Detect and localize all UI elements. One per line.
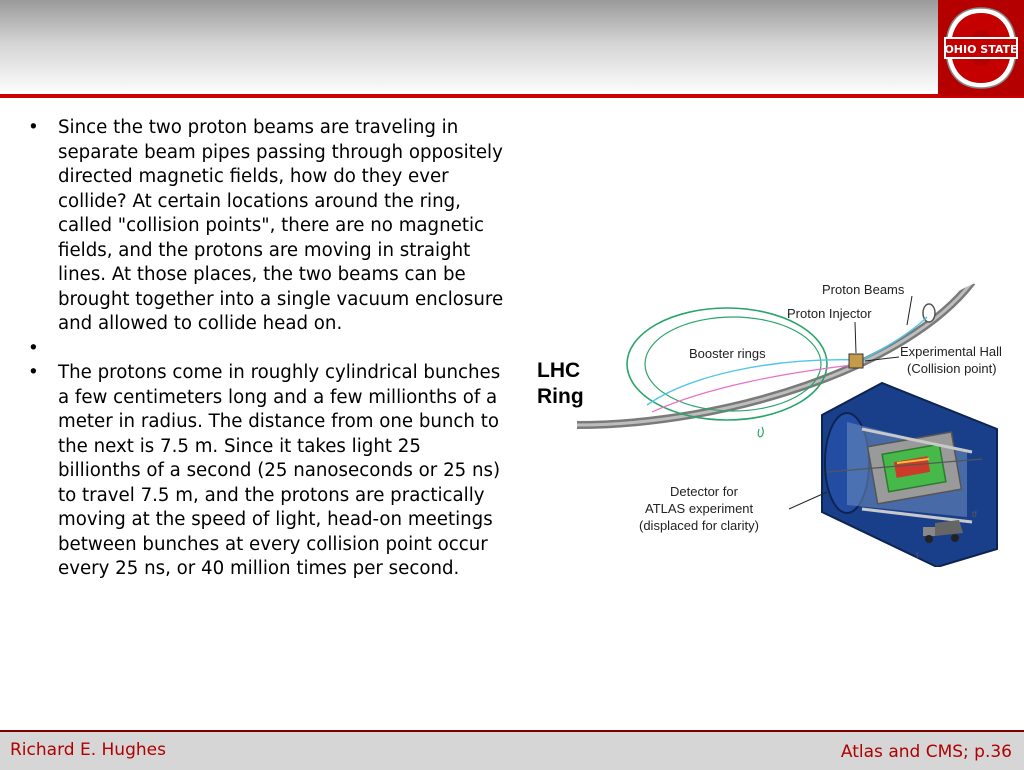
- slide-footer: [0, 730, 1024, 770]
- detector-label: Detector for: [670, 484, 738, 499]
- bullet-text: Since the two proton beams are traveling in separate beam pipes passing through oppositely directed magnetic fields, how do they ever collide? At certain locations around the ring, called "collision points", there are no magnetic fields, and the protons are moving in straight lines. At those places, the two beams can be brought together into a single vacuum enclosure and allowed to collide head on.: [58, 117, 504, 334]
- proton-beam-line-2: [652, 364, 862, 412]
- atlas-detector-icon: [822, 383, 997, 567]
- leader-line: [855, 322, 856, 353]
- booster-rings-label: Booster rings: [689, 346, 766, 361]
- block-o-icon: [938, 0, 1024, 96]
- logo-text: OHIO STATE: [944, 43, 1018, 56]
- page-number: Atlas and CMS; p.36: [840, 742, 1012, 762]
- booster-ring-inner: [645, 317, 821, 411]
- author-name: Richard E. Hughes: [10, 740, 166, 760]
- leader-line: [907, 296, 912, 325]
- slide-header: [0, 0, 1024, 96]
- bullet-glyph: •: [28, 337, 39, 359]
- bullet-text: The protons come in roughly cylindrical bunches a few centimeters long and a few millionths of a meter in radius. The distance from one bunch to the next is 7.5 m. Since it takes light 25 billionths of a second (25 nanoseconds or 25 ns) to travel 7.5 m, and the protons are practically moving at the speed of light, head-on meetings between bunches at every collision point occur every 25 ns, or 40 million times per second.: [58, 362, 501, 579]
- bullet-item-empty: [18, 337, 504, 362]
- bullet-list: [18, 116, 504, 582]
- proton-beams-label: Proton Beams: [822, 282, 905, 297]
- stray-mark: t: [916, 550, 919, 560]
- detector-label: ATLAS experiment: [645, 501, 754, 516]
- lhc-ring-label: Ring: [537, 385, 584, 408]
- lhc-diagram: [527, 277, 1024, 567]
- lhc-ring-label: LHC: [537, 359, 581, 382]
- collision-point-label: (Collision point): [907, 361, 997, 376]
- experimental-hall-label: Experimental Hall: [900, 344, 1002, 359]
- booster-ring-outer: [627, 308, 827, 420]
- bullet-glyph: •: [28, 117, 39, 138]
- collision-point-marker: [849, 354, 863, 368]
- ohio-state-logo: [938, 0, 1024, 96]
- header-divider: [0, 94, 1024, 98]
- injector-loop: [758, 427, 763, 437]
- detector-label: (displaced for clarity): [639, 518, 759, 533]
- bullet-item: [18, 116, 504, 337]
- bullet-item: [18, 361, 504, 582]
- bullet-glyph: •: [28, 362, 39, 383]
- proton-injector-label: Proton Injector: [787, 306, 872, 321]
- stray-mark: tf: [972, 509, 978, 519]
